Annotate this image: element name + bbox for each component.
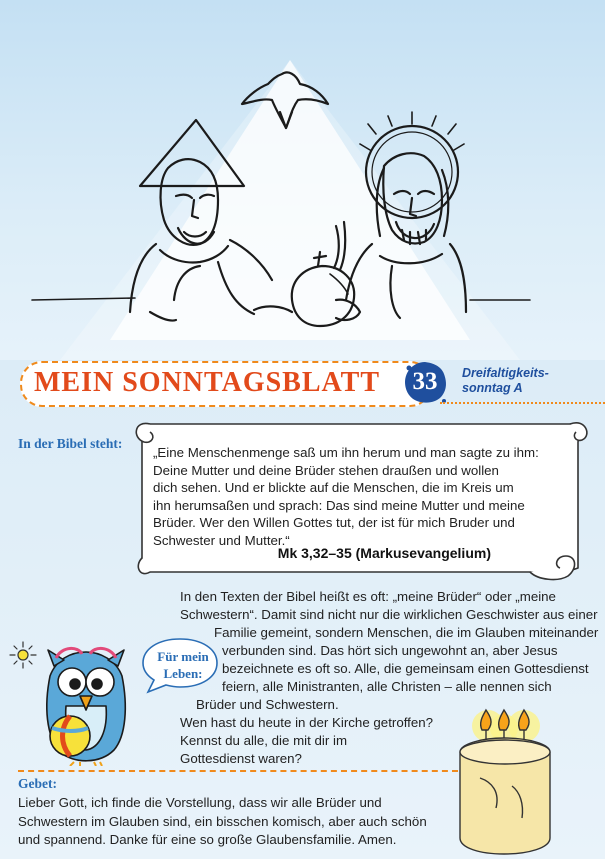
dove-icon	[242, 72, 328, 128]
issue-number: 33	[412, 368, 438, 395]
bible-quote-line: Schwester und Mutter.“	[153, 532, 290, 548]
prayer-label: Gebet:	[18, 776, 57, 791]
prayer-line: und spannend. Danke für eine so große Glaubensfamilie. Amen.	[18, 832, 397, 847]
bible-quote-line: dich sehen. Und er blickte auf die Menschen, die im Kreis um	[153, 480, 514, 496]
trinity-triangle-icon	[140, 120, 244, 186]
bible-reference: Mk 3,32–35 (Markusevangelium)	[277, 545, 491, 561]
life-label	[150, 648, 216, 682]
owl-mascot	[30, 636, 140, 766]
sunday-name	[462, 366, 582, 396]
bible-quote-line: „Eine Menschenmenge saß um ihn herum und man sagte zu ihm:	[153, 445, 539, 460]
sunday-name-line2: sonntag A	[462, 381, 523, 395]
bible-quote-line: Brüder. Wer den Willen Gottes tut, der ist für mich Bruder und	[153, 515, 515, 531]
dotted-divider	[440, 402, 605, 404]
life-label-line2: Leben:	[163, 666, 203, 681]
life-line: bezeichnete es oft so. Alle, die gemeinsam einen Gottesdienst	[222, 661, 589, 676]
life-line: In den Texten der Bibel heißt es oft: „meine Brüder“ oder „meine	[180, 589, 556, 604]
life-line: verbunden sind. Das hört sich ungewohnt an, aber Jesus	[222, 643, 558, 658]
life-label-line1: Für mein	[157, 649, 209, 664]
sunday-name-line1: Dreifaltigkeits-	[462, 366, 549, 380]
page-title: MEIN SONNTAGSBLATT	[34, 367, 381, 398]
life-line: Schwestern“. Damit sind nicht nur die wirklichen Geschwister aus einer	[180, 607, 598, 622]
section-divider	[18, 770, 458, 772]
life-line: Familie gemeint, sondern Menschen, die im Glauben miteinander	[214, 625, 599, 640]
life-line: Kennst du alle, die mit dir im	[180, 733, 348, 748]
bible-label: In der Bibel steht:	[18, 436, 123, 451]
trinity-illustration	[0, 0, 605, 360]
life-line: Gottesdienst waren?	[180, 751, 302, 766]
life-line: feiern, alle Ministranten, alle Christen – alle nennen sich	[222, 679, 552, 694]
prayer-line: Schwestern im Glauben sind, ein bisschen komisch, aber auch schön	[18, 813, 427, 829]
bible-quote	[153, 444, 561, 550]
bible-quote-line: ihn herumsaßen und sprach: Das sind meine Mutter und meine	[153, 497, 525, 513]
prayer-line: Lieber Gott, ich finde die Vorstellung, dass wir alle Brüder und	[18, 795, 382, 810]
bible-quote-line: Deine Mutter und deine Brüder stehen draußen und wollen	[153, 462, 499, 478]
life-line: Wen hast du heute in der Kirche getroffen?	[180, 715, 434, 730]
candle-cake-icon	[452, 708, 562, 858]
life-line: Brüder und Schwestern.	[196, 697, 339, 712]
prayer-text	[18, 794, 438, 850]
